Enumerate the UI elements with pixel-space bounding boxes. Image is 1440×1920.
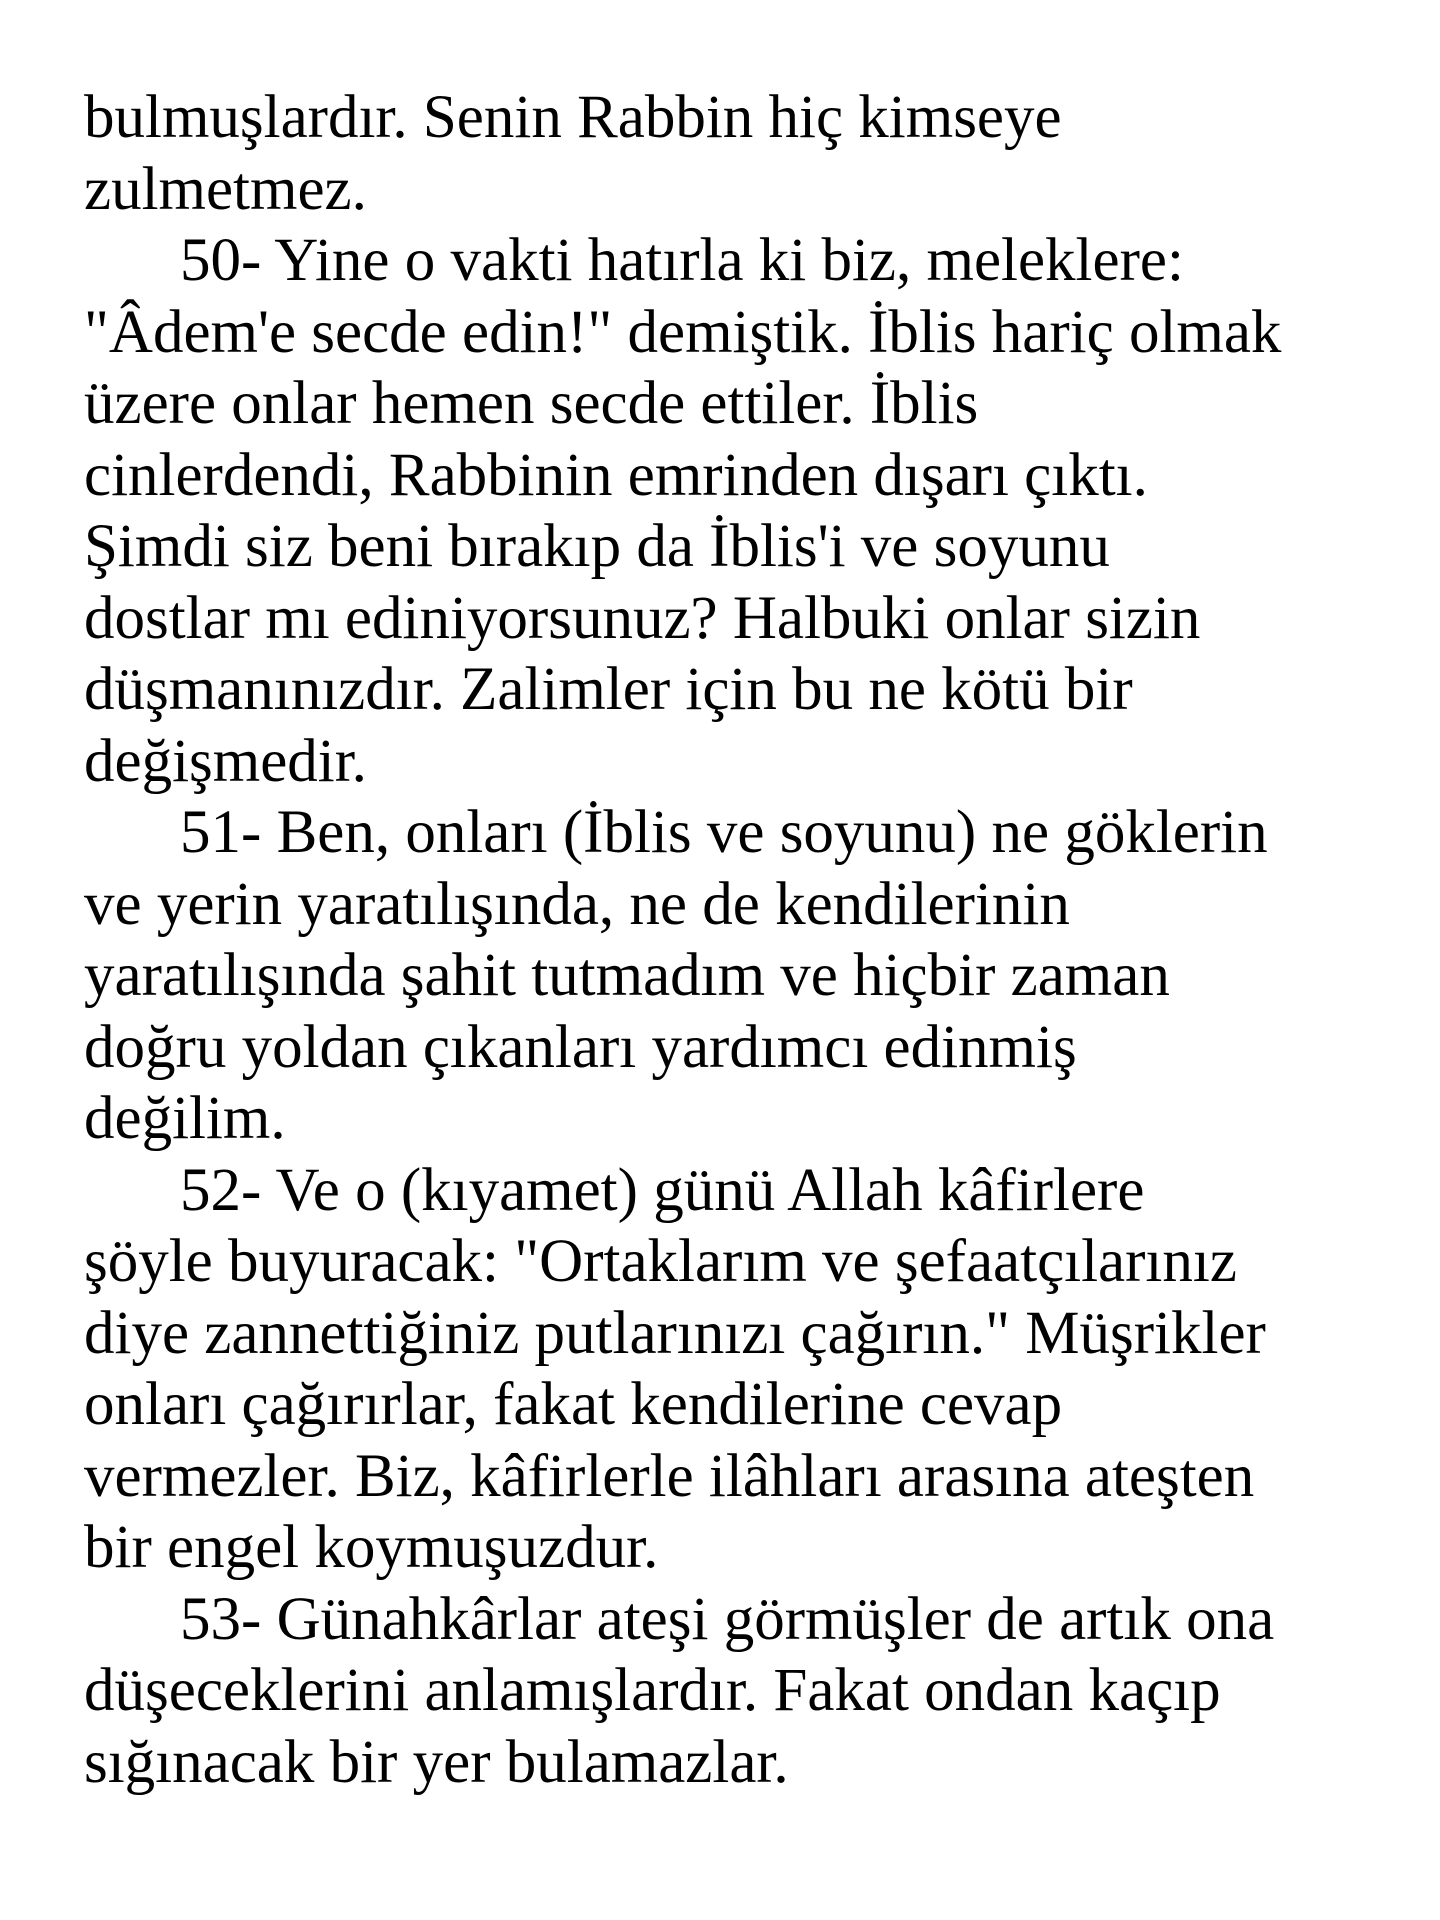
text-line: üzere onlar hemen secde ettiler. İblis (84, 370, 979, 437)
document-page (84, 82, 1384, 1798)
text-line: değişmedir. (84, 727, 367, 795)
text-line: 53- Günahkârlar ateşi görmüşler de artık ona (180, 1585, 1275, 1653)
text-line: düşeceklerini anlamışlardır. Fakat ondan kaçıp (84, 1657, 1221, 1724)
text-line: şöyle buyuracak: "Ortaklarım ve şefaatçılarınız (84, 1228, 1237, 1295)
text-line: vermezler. Biz, kâfirlerle ilâhları arasına ateşten (84, 1442, 1255, 1510)
text-line: 50- Yine o vakti hatırla ki biz, meleklere: (180, 227, 1184, 294)
text-line: yaratılışında şahit tutmadım ve hiçbir zaman (84, 942, 1170, 1009)
text-line: zulmetmez. (84, 155, 367, 223)
text-line: ve yerin yaratılışında, ne de kendilerinin (84, 870, 1070, 938)
text-line: doğru yoldan çıkanları yardımcı edinmiş (84, 1013, 1077, 1081)
text-line: değilim. (84, 1085, 286, 1152)
text-line: cinlerdendi, Rabbinin emrinden dışarı çıktı. (84, 441, 1148, 509)
paragraph-verse-51 (84, 797, 1384, 1155)
text-line: Şimdi siz beni bırakıp da İblis'i ve soyunu (84, 513, 1110, 580)
paragraph-verse-53 (84, 1584, 1384, 1799)
text-line: diye zannettiğiniz putlarınızı çağırın." Müşrikler (84, 1299, 1266, 1367)
paragraph-verse-50 (84, 225, 1384, 797)
text-line: 51- Ben, onları (İblis ve soyunu) ne göklerin (180, 799, 1268, 866)
text-line: sığınacak bir yer bulamazlar. (84, 1728, 789, 1796)
text-line: dostlar mı ediniyorsunuz? Halbuki onlar sizin (84, 584, 1201, 652)
paragraph-continuation (84, 82, 1384, 225)
text-line: "Âdem'e secde edin!" demiştik. İblis hariç olmak (84, 298, 1282, 366)
text-line: bulmuşlardır. Senin Rabbin hiç kimseye (84, 84, 1062, 151)
text-line: bir engel koymuşuzdur. (84, 1514, 659, 1581)
text-line: düşmanınızdır. Zalimler için bu ne kötü bir (84, 656, 1133, 723)
text-line: onları çağırırlar, fakat kendilerine cevap (84, 1371, 1063, 1438)
paragraph-verse-52 (84, 1155, 1384, 1584)
text-line: 52- Ve o (kıyamet) günü Allah kâfirlere (180, 1156, 1145, 1224)
